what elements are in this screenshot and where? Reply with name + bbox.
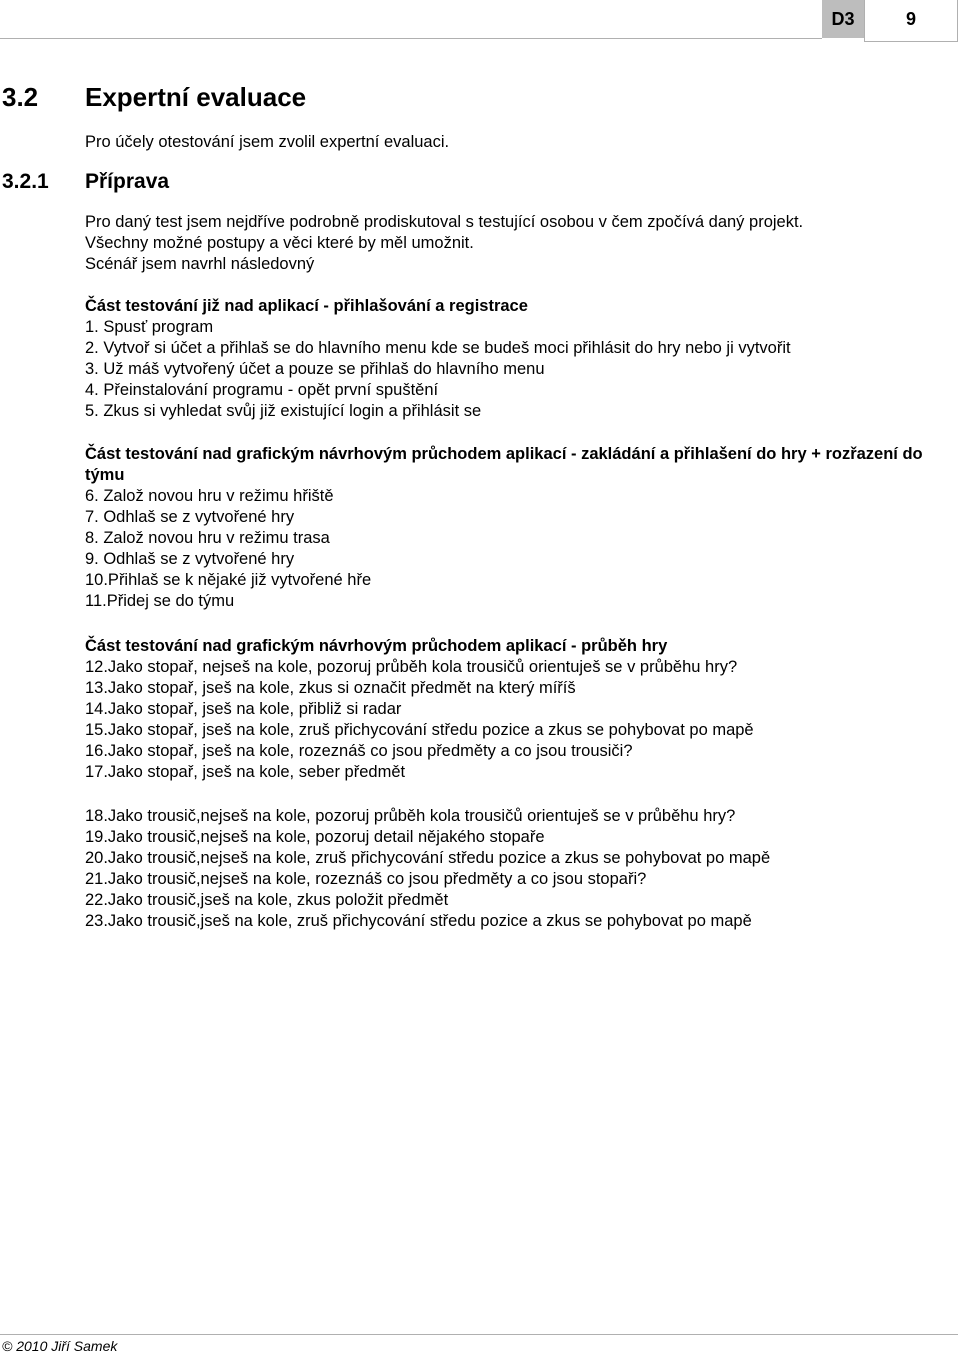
list-item: 14.Jako stopař, jseš na kole, přibliž si radar <box>85 700 402 718</box>
header-page-number: 9 <box>864 0 958 42</box>
footer-copyright: © 2010 Jiří Samek <box>2 1338 118 1354</box>
list-item: 23.Jako trousič,jseš na kole, zruš přichycování středu pozice a zkus se pohybovat po mapě <box>85 912 752 930</box>
section-intro: Pro účely otestování jsem zvolil expertní evaluaci. <box>85 133 450 151</box>
list-item: 11.Přidej se do týmu <box>85 592 235 610</box>
list-item: 3. Už máš vytvořený účet a pouze se přihlaš do hlavního menu <box>85 360 545 378</box>
header-chapter-label: D3 <box>822 0 864 38</box>
test-part-gameplay-trousic <box>85 806 955 932</box>
test-part-heading: Část testování nad grafickým návrhovým průchodem aplikací - průběh hry <box>85 637 668 655</box>
test-part-login <box>85 296 955 422</box>
list-item: 19.Jako trousič,nejseš na kole, pozoruj detail nějakého stopaře <box>85 828 545 846</box>
test-part-game-setup <box>85 444 955 612</box>
paragraph-line: Scénář jsem navrhl následovný <box>85 255 315 273</box>
subsection-title: Příprava <box>85 170 170 193</box>
list-item: 16.Jako stopař, jseš na kole, rozeznáš co jsou předměty a co jsou trousiči? <box>85 742 633 760</box>
footer-rule <box>0 1334 958 1335</box>
list-item: 5. Zkus si vyhledat svůj již existující login a přihlásit se <box>85 402 482 420</box>
list-item: 21.Jako trousič,nejseš na kole, rozeznáš co jsou předměty a co jsou stopaři? <box>85 870 647 888</box>
list-item: 20.Jako trousič,nejseš na kole, zruš přichycování středu pozice a zkus se pohybovat po mapě <box>85 849 771 867</box>
list-item: 13.Jako stopař, jseš na kole, zkus si označit předmět na který míříš <box>85 679 576 697</box>
paragraph-line: Pro daný test jsem nejdříve podrobně prodiskutoval s testující osobou v čem zpočívá daný projekt. <box>85 213 804 231</box>
list-item: 17.Jako stopař, jseš na kole, seber předmět <box>85 763 406 781</box>
list-item: 7. Odhlaš se z vytvořené hry <box>85 508 295 526</box>
section-title: Expertní evaluace <box>85 82 307 112</box>
list-item: 10.Přihlaš se k nějaké již vytvořené hře <box>85 571 372 589</box>
subsection-number: 3.2.1 <box>2 170 49 193</box>
list-item: 9. Odhlaš se z vytvořené hry <box>85 550 295 568</box>
subsection-paragraph <box>85 212 955 275</box>
list-item: 6. Založ novou hru v režimu hřiště <box>85 487 334 505</box>
paragraph-line: Všechny možné postupy a věci které by měl umožnit. <box>85 234 474 252</box>
section-number: 3.2 <box>2 82 39 112</box>
list-item: 15.Jako stopař, jseš na kole, zruš přichycování středu pozice a zkus se pohybovat po mapě <box>85 721 754 739</box>
header-rule <box>0 38 822 39</box>
list-item: 18.Jako trousič,nejseš na kole, pozoruj průběh kola trousičů orientuješ se v průběhu hry? <box>85 807 736 825</box>
test-part-heading: Část testování již nad aplikací - přihlašování a registrace <box>85 297 528 315</box>
test-part-heading: Část testování nad grafickým návrhovým průchodem aplikací - zakládání a přihlašení do hry + rozřazení do týmu <box>85 445 923 484</box>
list-item: 4. Přeinstalování programu - opět první spuštění <box>85 381 439 399</box>
list-item: 8. Založ novou hru v režimu trasa <box>85 529 330 547</box>
list-item: 22.Jako trousič,jseš na kole, zkus položit předmět <box>85 891 449 909</box>
list-item: 12.Jako stopař, nejseš na kole, pozoruj průběh kola trousičů orientuješ se v průběhu hry? <box>85 658 738 676</box>
list-item: 2. Vytvoř si účet a přihlaš se do hlavního menu kde se budeš moci přihlásit do hry nebo ji vytvořit <box>85 339 791 357</box>
list-item: 1. Spusť program <box>85 318 214 336</box>
test-part-gameplay <box>85 636 955 783</box>
